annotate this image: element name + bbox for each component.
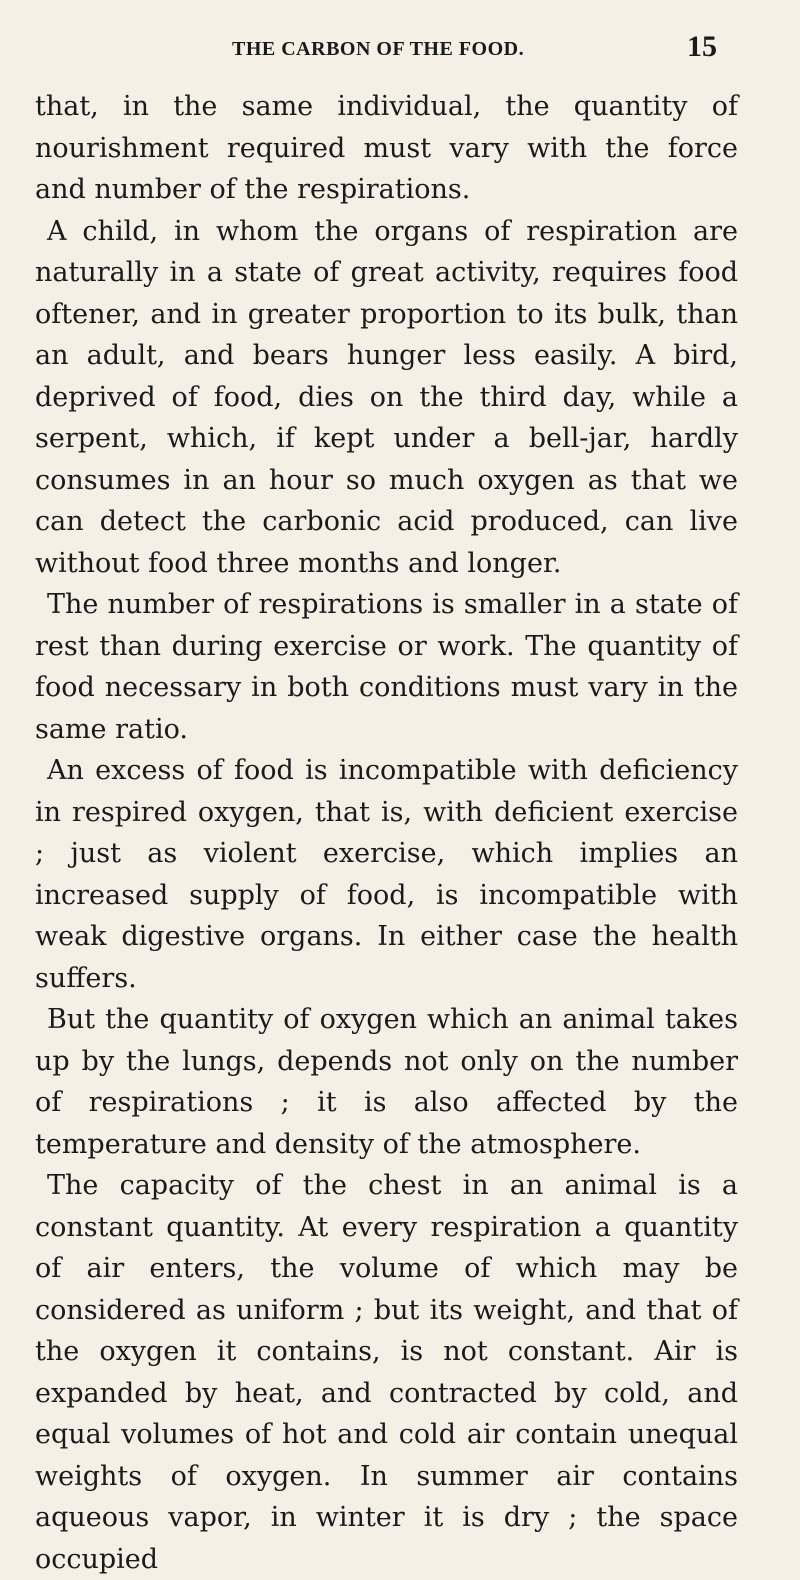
paragraph: A child, in whom the organs of respiration are naturally in a state of great activity, requires food oftener, and in greater proportion to its bulk, than an adult, and bears hunger less easily. A bird, deprived of food, dies on the third day, while a serpent, which, if kept under a bell-jar, hardly consumes in an hour so much oxygen as that we can detect the carbonic acid produced, can live without food three months and longer. xyxy=(35,215,738,579)
paragraph: The capacity of the chest in an animal is a constant quantity. At every respiration a quantity of air enters, the volume of which may be considered as uniform ; but its weight, and that of the oxygen it contains, is not constant. Air is expanded by heat, and contracted by cold, and equal volumes of hot and cold air contain unequal weights of oxygen. In summer air contains aqueous vapor, in winter it is dry ; the space occupied xyxy=(35,1170,738,1575)
running-head: THE CARBON OF THE FOOD. xyxy=(232,38,525,60)
page-number: 15 xyxy=(687,30,717,63)
body-text xyxy=(35,86,738,1580)
paragraph: But the quantity of oxygen which an animal takes up by the lungs, depends not only on the number of respirations ; it is also affected by the temperature and density of the atmosphere. xyxy=(35,1004,738,1160)
paragraph: An excess of food is incompatible with deficiency in respired oxygen, that is, with deficient exercise ; just as violent exercise, which implies an increased supply of food, is incompatible with weak digestive organs. In either case the health suffers. xyxy=(35,755,738,994)
paragraph: that, in the same individual, the quantity of nourishment required must vary with the force and number of the respirations. xyxy=(35,91,738,205)
paragraph: The number of respirations is smaller in a state of rest than during exercise or work. The quantity of food necessary in both conditions must vary in the same ratio. xyxy=(35,589,738,745)
